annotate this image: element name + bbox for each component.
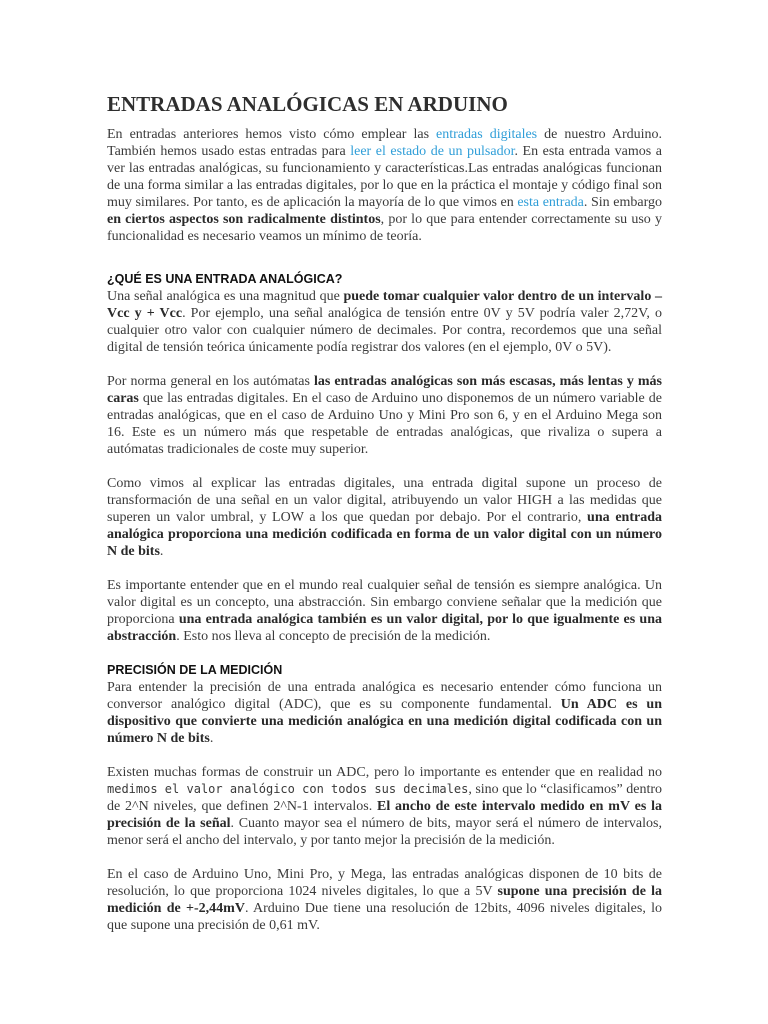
spacer: [107, 645, 662, 662]
s1p2-text-1: Por norma general en los autómatas: [107, 374, 315, 389]
section2-paragraph-1: [107, 679, 662, 747]
link-esta-entrada[interactable]: esta entrada: [517, 195, 584, 210]
s2p3-text-2: . Arduino Due tiene una resolución de 12bits, 4096 niveles digitales, lo que supone una precisión de 0,61 mV.: [107, 901, 662, 933]
s2p2-text-2: , sino que lo “clasificamos” dentro de 2^N niveles, que definen 2^N-1 intervalos.: [107, 782, 663, 814]
intro-text-1: En entradas anteriores hemos visto cómo emplear las: [107, 127, 437, 142]
s1p1-text-1: Una señal analógica es una magnitud que: [107, 289, 344, 304]
link-entradas-digitales[interactable]: entradas digitales: [436, 127, 538, 142]
s1p3-bold-1: una entrada analógica proporciona una medición codificada en forma de un valor digital con un número N de bits: [107, 510, 662, 559]
section-heading-que-es: ¿QUÉ ES UNA ENTRADA ANALÓGICA?: [107, 272, 343, 286]
spacer: [107, 245, 662, 271]
intro-text-4: . Sin embargo: [583, 195, 662, 210]
section2-paragraph-2: [107, 764, 662, 849]
s2p3-text-1: En el caso de Arduino Uno, Mini Pro, y Mega, las entradas analógicas disponen de 10 bits de resolución, lo que proporciona 1024 niveles digitales, lo que a 5V: [107, 867, 662, 899]
s2p1-text-2: .: [209, 731, 214, 746]
s1p3-text-2: .: [159, 544, 164, 559]
section1-paragraph-2: [107, 373, 662, 458]
section1-paragraph-1: [107, 288, 662, 356]
s1p1-text-2: . Por ejemplo, una señal analógica de tensión entre 0V y 5V podría valer 2,72V, o cualquier otro valor con cualquier número de decimales. Por contra, recordemos que una señal digital de tensión teórica únicamente podía registrar dos valores (en el ejemplo, 0V o 5V).: [107, 306, 662, 355]
s1p4-text-1: Es importante entender que en el mundo real cualquier señal de tensión es siempre analógica. Un valor digital es un concepto, una abstracción. Sin embargo conviene señalar que la medición que proporciona: [107, 578, 662, 627]
s1p4-text-2: . Esto nos lleva al concepto de precisión de la medición.: [176, 629, 491, 644]
intro-paragraph: [107, 126, 662, 245]
page-title: ENTRADAS ANALÓGICAS EN ARDUINO: [107, 92, 508, 116]
intro-text-5: , por lo que para entender correctamente su uso y funcionalidad es necesario veamos un mínimo de teoría.: [107, 212, 662, 244]
s2p2-text-1: Existen muchas formas de construir un ADC, pero lo importante es entender que en realidad no: [107, 765, 662, 780]
s1p2-text-2: que las entradas digitales. En el caso de Arduino uno disponemos de un número variable de entradas analógicas, que en el caso de Arduino Uno y Mini Pro son 6, y en el Arduino Mega son 16. Este es un número más que respetable de entradas analógicas, que rivaliza o supera a autómatas tradicionales de coste muy superior.: [107, 391, 662, 457]
section1-paragraph-3: [107, 475, 662, 560]
s2p2-mono-1: medimos el valor analógico con todos sus decimales: [107, 782, 469, 796]
document-page: [107, 92, 662, 934]
s2p3-bold-1: supone una precisión de la medición de +-2,44mV: [107, 884, 663, 916]
s2p1-bold-1: Un ADC es un dispositivo que convierte una medición analógica en una medición digital codificada con un número N de bits: [107, 697, 662, 746]
section-heading-precision: PRECISIÓN DE LA MEDICIÓN: [107, 663, 283, 677]
s1p3-text-1: Como vimos al explicar las entradas digitales, una entrada digital supone un proceso de transformación de una señal en un valor digital, atribuyendo un valor HIGH a las medidas que superen un valor umbral, y LOW a los que quedan por debajo. Por el contrario,: [107, 476, 662, 525]
link-leer-pulsador[interactable]: leer el estado de un pulsador: [350, 144, 515, 159]
s1p1-bold-1: puede tomar cualquier valor dentro de un intervalo –Vcc y + Vcc: [107, 289, 662, 321]
s2p2-text-3: . Cuanto mayor sea el número de bits, mayor será el número de intervalos, menor será el ancho del intervalo, y por tanto mejor la precisión de la medición.: [107, 816, 662, 848]
s1p4-bold-1: una entrada analógica también es un valor digital, por lo que igualmente es una abstracción: [107, 612, 662, 644]
section2-paragraph-3: [107, 866, 662, 934]
section1-paragraph-4: [107, 577, 662, 645]
s1p2-bold-1: las entradas analógicas son más escasas, más lentas y más caras: [107, 374, 663, 406]
intro-text-3: . En esta entrada vamos a ver las entradas analógicas, su funcionamiento y características.Las entradas analógicas funcionan de una forma similar a las entradas digitales, por lo que en la práctica el montaje y código final son muy similares. Por tanto, es de aplicación la mayoría de lo que vimos en: [107, 144, 662, 210]
s2p1-text-1: Para entender la precisión de una entrada analógica es necesario entender cómo funciona un conversor analógico digital (ADC), que es su componente fundamental.: [107, 680, 662, 712]
spacer: [107, 747, 662, 764]
spacer: [107, 560, 662, 577]
spacer: [107, 458, 662, 475]
spacer: [107, 849, 662, 866]
intro-bold-1: en ciertos aspectos son radicalmente distintos: [107, 212, 381, 227]
s2p2-bold-1: El ancho de este intervalo medido en mV es la precisión de la señal: [107, 799, 662, 831]
spacer: [107, 356, 662, 373]
intro-text-2: de nuestro Arduino. También hemos usado estas entradas para: [107, 127, 662, 159]
